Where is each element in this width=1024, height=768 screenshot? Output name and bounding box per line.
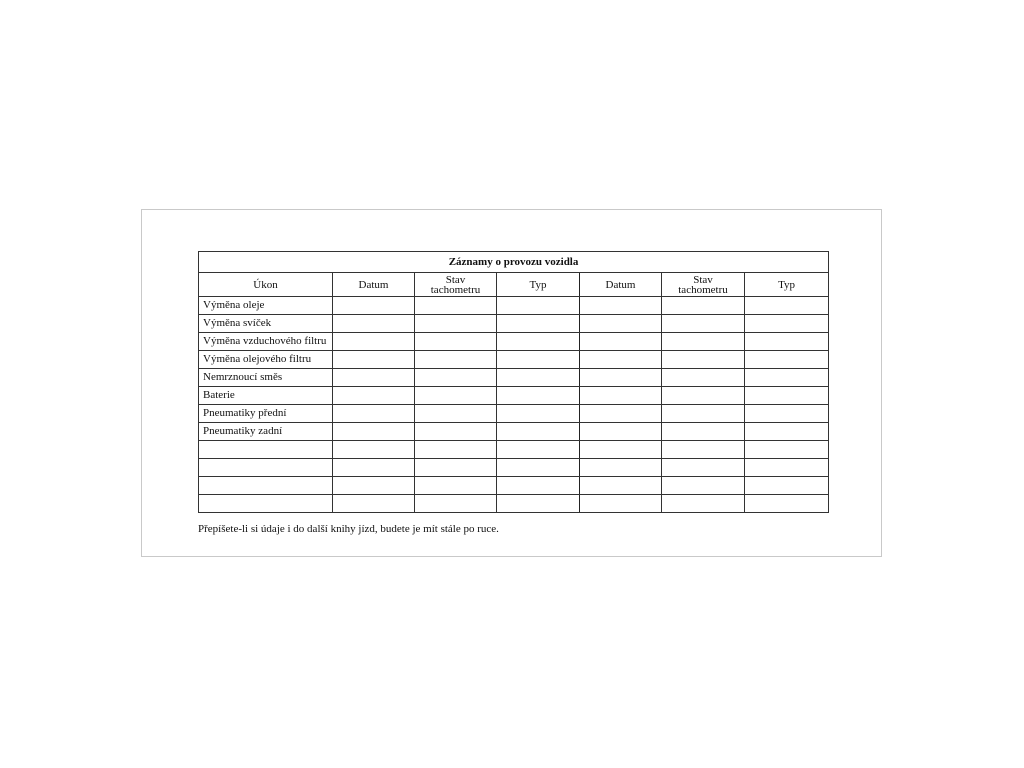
entry-cell[interactable]: [333, 423, 415, 441]
entry-cell[interactable]: [497, 351, 580, 369]
entry-cell[interactable]: [745, 423, 829, 441]
entry-cell[interactable]: [745, 351, 829, 369]
entry-cell[interactable]: [662, 459, 745, 477]
entry-cell[interactable]: [497, 333, 580, 351]
table-row: [199, 351, 829, 369]
row-label: Výměna olejového filtru: [199, 351, 333, 369]
entry-cell[interactable]: [580, 477, 662, 495]
entry-cell[interactable]: [745, 315, 829, 333]
entry-cell[interactable]: [497, 495, 580, 513]
table-row: [199, 387, 829, 405]
column-header: Typ: [745, 273, 829, 297]
column-header: [415, 273, 497, 297]
entry-cell[interactable]: [333, 495, 415, 513]
entry-cell[interactable]: [415, 297, 497, 315]
entry-cell[interactable]: [580, 459, 662, 477]
column-header: Datum: [333, 273, 415, 297]
row-label: Pneumatiky zadní: [199, 423, 333, 441]
entry-cell[interactable]: [580, 387, 662, 405]
entry-cell[interactable]: [333, 297, 415, 315]
entry-cell[interactable]: [745, 405, 829, 423]
form-sheet: [141, 209, 882, 557]
table-row: [199, 333, 829, 351]
row-label: [199, 459, 333, 477]
entry-cell[interactable]: [497, 297, 580, 315]
entry-cell[interactable]: [745, 441, 829, 459]
entry-cell[interactable]: [415, 315, 497, 333]
row-label: [199, 495, 333, 513]
vehicle-log-table: [198, 251, 829, 513]
entry-cell[interactable]: [415, 495, 497, 513]
entry-cell[interactable]: [662, 477, 745, 495]
entry-cell[interactable]: [415, 477, 497, 495]
column-header-text: Stav tachometru: [678, 273, 728, 296]
entry-cell[interactable]: [497, 387, 580, 405]
row-label: Výměna svíček: [199, 315, 333, 333]
entry-cell[interactable]: [662, 369, 745, 387]
entry-cell[interactable]: [745, 477, 829, 495]
table-row: [199, 459, 829, 477]
entry-cell[interactable]: [745, 495, 829, 513]
column-header: Úkon: [199, 273, 333, 297]
entry-cell[interactable]: [415, 405, 497, 423]
entry-cell[interactable]: [415, 351, 497, 369]
column-header-text: Stav tachometru: [430, 273, 481, 296]
entry-cell[interactable]: [580, 315, 662, 333]
row-label: Výměna vzduchového filtru: [199, 333, 333, 351]
column-header: Typ: [497, 273, 580, 297]
entry-cell[interactable]: [333, 333, 415, 351]
column-header: Datum: [580, 273, 662, 297]
entry-cell[interactable]: [415, 333, 497, 351]
row-label: [199, 477, 333, 495]
entry-cell[interactable]: [662, 351, 745, 369]
entry-cell[interactable]: [497, 405, 580, 423]
entry-cell[interactable]: [580, 351, 662, 369]
table-row: [199, 369, 829, 387]
entry-cell[interactable]: [580, 369, 662, 387]
row-label: Baterie: [199, 387, 333, 405]
entry-cell[interactable]: [580, 495, 662, 513]
entry-cell[interactable]: [745, 369, 829, 387]
table-row: [199, 477, 829, 495]
entry-cell[interactable]: [580, 423, 662, 441]
column-header: [662, 273, 745, 297]
entry-cell[interactable]: [333, 405, 415, 423]
entry-cell[interactable]: [580, 297, 662, 315]
entry-cell[interactable]: [497, 459, 580, 477]
entry-cell[interactable]: [745, 333, 829, 351]
table-row: [199, 441, 829, 459]
entry-cell[interactable]: [580, 333, 662, 351]
entry-cell[interactable]: [333, 459, 415, 477]
entry-cell[interactable]: [333, 441, 415, 459]
entry-cell[interactable]: [415, 459, 497, 477]
entry-cell[interactable]: [497, 369, 580, 387]
entry-cell[interactable]: [580, 405, 662, 423]
entry-cell[interactable]: [497, 423, 580, 441]
entry-cell[interactable]: [333, 351, 415, 369]
entry-cell[interactable]: [333, 387, 415, 405]
entry-cell[interactable]: [662, 441, 745, 459]
table-row: [199, 495, 829, 513]
table-title: Záznamy o provozu vozidla: [199, 252, 829, 273]
entry-cell[interactable]: [662, 315, 745, 333]
entry-cell[interactable]: [333, 477, 415, 495]
entry-cell[interactable]: [580, 441, 662, 459]
entry-cell[interactable]: [497, 477, 580, 495]
row-label: Výměna oleje: [199, 297, 333, 315]
entry-cell[interactable]: [662, 387, 745, 405]
entry-cell[interactable]: [415, 423, 497, 441]
table-row: [199, 315, 829, 333]
entry-cell[interactable]: [662, 495, 745, 513]
row-label: Pneumatiky přední: [199, 405, 333, 423]
row-label: [199, 441, 333, 459]
entry-cell[interactable]: [415, 369, 497, 387]
footnote: Přepíšete-li si údaje i do další knihy jízd, budete je mít stále po ruce.: [198, 523, 499, 535]
table-row: [199, 423, 829, 441]
row-label: Nemrznoucí směs: [199, 369, 333, 387]
entry-cell[interactable]: [333, 369, 415, 387]
entry-cell[interactable]: [415, 387, 497, 405]
table-row: [199, 297, 829, 315]
entry-cell[interactable]: [497, 315, 580, 333]
table-row: [199, 405, 829, 423]
entry-cell[interactable]: [333, 315, 415, 333]
entry-cell[interactable]: [745, 387, 829, 405]
column-header-row: [199, 273, 829, 297]
entry-cell[interactable]: [662, 333, 745, 351]
entry-cell[interactable]: [497, 441, 580, 459]
entry-cell[interactable]: [415, 441, 497, 459]
entry-cell[interactable]: [745, 297, 829, 315]
entry-cell[interactable]: [662, 405, 745, 423]
entry-cell[interactable]: [662, 297, 745, 315]
entry-cell[interactable]: [745, 459, 829, 477]
entry-cell[interactable]: [662, 423, 745, 441]
